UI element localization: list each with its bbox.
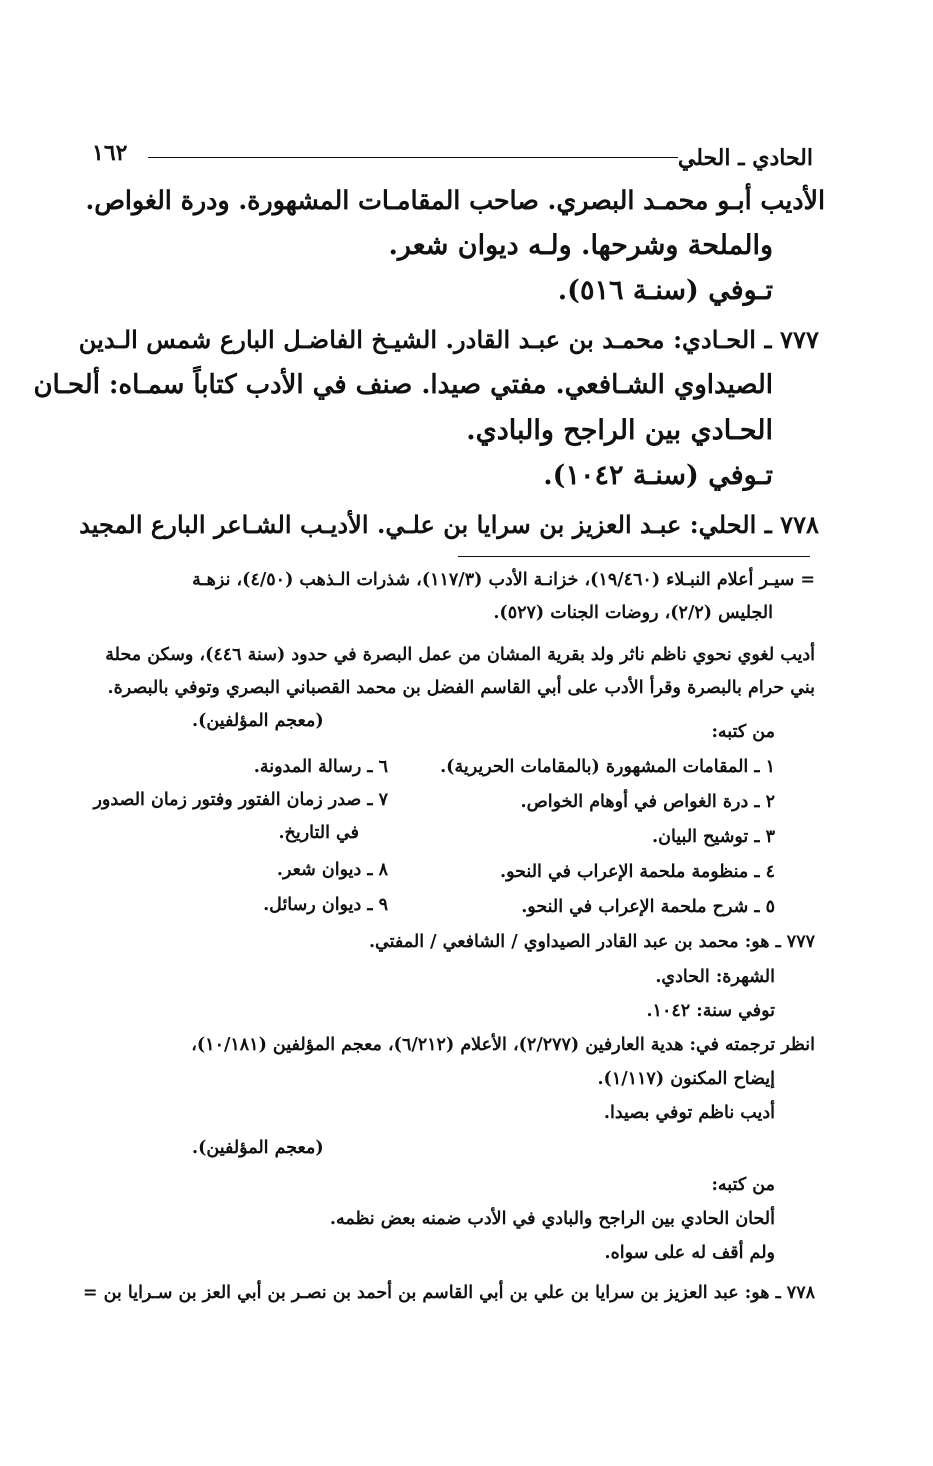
footnote-2-line-2: بني حرام بالبصرة وقرأ الأدب على أبي القاسم الفضل بن محمد القصباني البصري وتوفي بالبصرة. <box>107 678 815 698</box>
footnote-rule <box>458 556 810 557</box>
footnote-777-description: أديب ناظم توفي بصيدا. <box>603 1103 775 1123</box>
footnote-777-book-note: ولم أقف له على سواه. <box>604 1243 775 1263</box>
footnote-777-book-1: ألحان الحادي بين الراجح والبادي في الأدب ضمنه بعض نظمه. <box>329 1209 775 1229</box>
running-title: الحادي ـ الحلي <box>677 145 813 171</box>
book-item-6: ٦ ـ رسالة المدونة. <box>253 757 388 777</box>
book-item-2: ٢ ـ درة الغواص في أوهام الخواص. <box>520 792 775 812</box>
book-item-9: ٩ ـ ديوان رسائل. <box>263 895 388 915</box>
footnote-777-identity: ٧٧٧ ـ هو: محمد بن عبد القادر الصيداوي / الشافعي / المفتي. <box>368 932 815 952</box>
page-number: ١٦٢ <box>92 140 128 166</box>
book-item-7: ٧ ـ صدر زمان الفتور وفتور زمان الصدور <box>93 790 388 810</box>
footnote-777-books-heading: من كتبه: <box>711 1175 775 1195</box>
book-item-1: ١ ـ المقامات المشهورة (بالمقامات الحريرية). <box>440 757 775 777</box>
footnote-2-line-1: أديب لغوي نحوي ناظم ناثر ولد بقرية المشان من عمل البصرة في حدود (سنة ٤٤٦)، وسكن محلة <box>105 645 815 665</box>
footnote-777-see-1: انظر ترجمته في: هدية العارفين (٢/٢٧٧)، الأعلام (٦/٢١٢)، معجم المؤلفين (١٠/١٨١)، <box>191 1035 815 1055</box>
entry-778-text: عبـد العزيز بن سرايا بن علـي. الأديـب الشـاعر البارع المجيد <box>79 510 682 539</box>
entry-777-line-2: الصيداوي الشـافعي. مفتي صيدا. صنف في الأدب كتاباً سمـاه: ألحـان <box>33 370 773 400</box>
footnote-1-line-2: الجليس (٢/٢)، روضات الجنات (٥٢٧). <box>493 603 773 623</box>
footnote-2-source: (معجم المؤلفين). <box>192 711 324 731</box>
footnote-777-see-2: إيضاح المكنون (١/١١٧). <box>597 1069 775 1089</box>
book-item-3: ٣ ـ توشيح البيان. <box>652 827 775 847</box>
footnote-777-death: توفي سنة: ١٠٤٢. <box>646 1001 775 1021</box>
entry-777-label: ٧٧٧ ـ الحـادي: <box>673 325 819 354</box>
footnote-778-identity: ٧٧٨ ـ هو: عبد العزيز بن سرايا بن علي بن أبي القاسم بن أحمد بن نصـر بن أبي العز بن سـرايا بن = <box>82 1283 815 1303</box>
entry-777-line-4: تـوفي (سنـة ١٠٤٢). <box>543 460 773 491</box>
main-line-3: تـوفي (سنـة ٥١٦). <box>557 275 773 306</box>
entry-777-text: محمـد بن عبـد القادر. الشيـخ الفاضـل البارع شمس الـدين <box>78 325 665 354</box>
entry-777-line-3: الحـادي بين الراجح والبادي. <box>466 415 773 446</box>
main-line-2: والملحة وشرحها. ولـه ديوان شعر. <box>388 230 773 261</box>
entry-778-line-1 <box>79 510 819 539</box>
header-rule <box>148 157 678 158</box>
book-item-5: ٥ ـ شرح ملحمة الإعراب في النحو. <box>521 897 775 917</box>
footnote-777-fame: الشهرة: الحادي. <box>655 967 775 987</box>
book-item-4: ٤ ـ منظومة ملحمة الإعراب في النحو. <box>500 862 775 882</box>
footnote-777-source: (معجم المؤلفين). <box>192 1138 324 1158</box>
book-item-7-cont: في التاريخ. <box>278 823 359 843</box>
entry-777-line-1 <box>79 325 819 354</box>
book-item-8: ٨ ـ ديوان شعر. <box>276 860 388 880</box>
main-line-1: الأديب أبـو محمـد البصري. صاحب المقامـات المشهورة. ودرة الغواص. <box>85 185 825 215</box>
books-heading: من كتبه: <box>711 722 775 742</box>
entry-778-label: ٧٧٨ ـ الحلي: <box>689 510 819 539</box>
footnote-1-line-1: = سيـر أعلام النبـلاء (١٩/٤٦٠)، خزانـة الأدب (١١٧/٣)، شذرات الـذهب (٤/٥٠)، نزهـة <box>192 570 815 590</box>
